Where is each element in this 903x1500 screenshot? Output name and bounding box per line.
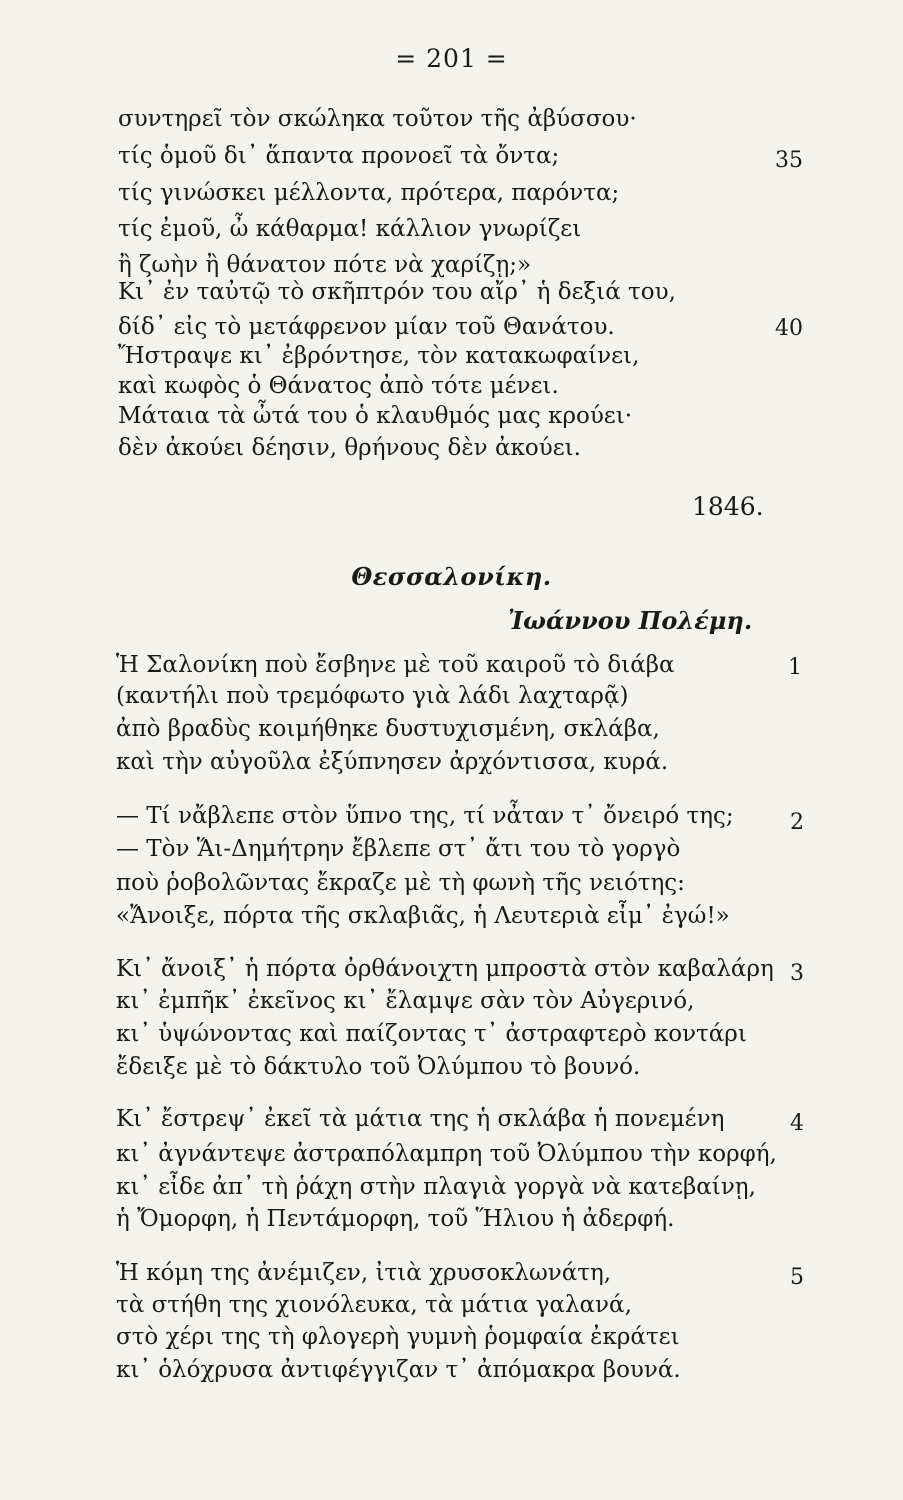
poem-line: κι᾽ ὁλόχρυσα ἀντιφέγγιζαν τ᾽ ἀπόμακρα βουνά. (116, 1357, 681, 1383)
line-number: 35 (775, 148, 803, 173)
poem-line: — Τὸν Ἅι-Δημήτρην ἔβλεπε στ᾽ ἄτι του τὸ γοργὸ (116, 836, 681, 862)
poem-line: ποὺ ῥοβολῶντας ἔκραζε μὲ τὴ φωνὴ τῆς νειότης: (116, 870, 685, 896)
poem-line: κι᾽ ἐμπῆκ᾽ ἐκεῖνος κι᾽ ἔλαμψε σὰν τὸν Αὐγερινό, (116, 988, 695, 1014)
stanza-number: 4 (790, 1111, 804, 1136)
poem-line: Ἤστραψε κι᾽ ἐβρόντησε, τὸν κατακωφαίνει, (118, 343, 640, 369)
poem-line: στὸ χέρι της τὴ φλογερὴ γυμνὴ ῥομφαία ἐκράτει (116, 1324, 680, 1350)
poem-author: Ἰωάννου Πολέμη. (508, 606, 753, 635)
line-number: 40 (775, 316, 803, 341)
poem-line: τὰ στήθη της χιονόλευκα, τὰ μάτια γαλανά, (116, 1292, 632, 1318)
poem-line: «Ἄνοιξε, πόρτα τῆς σκλαβιᾶς, ἡ Λευτεριὰ εἶμ᾽ ἐγώ!» (116, 903, 730, 929)
poem-line: καὶ τὴν αὐγοῦλα ἐξύπνησεν ἀρχόντισσα, κυρά. (116, 749, 669, 775)
poem-line: ἡ Ὄμορφη, ἡ Πεντάμορφη, τοῦ Ἥλιου ἡ ἀδερφή. (116, 1206, 675, 1232)
poem-line: κι᾽ εἶδε ἀπ᾽ τὴ ῥάχη στὴν πλαγιὰ γοργὰ νὰ κατεβαίνῃ, (116, 1174, 756, 1200)
poem-line: ἔδειξε μὲ τὸ δάκτυλο τοῦ Ὀλύμπου τὸ βουνό. (116, 1054, 641, 1080)
poem-line: κι᾽ ὑψώνοντας καὶ παίζοντας τ᾽ ἀστραφτερὸ κοντάρι (116, 1021, 747, 1047)
poem-line: (καντήλι ποὺ τρεμόφωτο γιὰ λάδι λαχταρᾷ) (116, 683, 629, 709)
poem-line: τίς ὁμοῦ δι᾽ ἅπαντα προνοεῖ τὰ ὄντα; (118, 143, 560, 169)
poem-title: Θεσσαλονίκη. (351, 562, 552, 591)
poem-line: Ἡ κόμη της ἀνέμιζεν, ἰτιὰ χρυσοκλωνάτη, (116, 1260, 612, 1286)
poem-line: Κι᾽ ἔστρεψ᾽ ἐκεῖ τὰ μάτια της ἡ σκλάβα ἡ πονεμένη (116, 1106, 725, 1132)
stanza-number: 1 (788, 655, 802, 680)
poem-line: Κι᾽ ἄνοιξ᾽ ἡ πόρτα ὀρθάνοιχτη μπροστὰ στὸν καβαλάρη (116, 956, 774, 982)
poem-line: — Τί νἄβλεπε στὸν ὕπνο της, τί νἆταν τ᾽ ὄνειρό της; (116, 803, 734, 829)
poem-line: ἀπὸ βραδὺς κοιμήθηκε δυστυχισμένη, σκλάβα, (116, 716, 660, 742)
poem-line: τίς γινώσκει μέλλοντα, πρότερα, παρόντα; (118, 180, 620, 206)
page-number: = 201 = (395, 44, 508, 73)
poem-date: 1846. (692, 492, 764, 521)
stanza-number: 5 (790, 1265, 804, 1290)
poem-line: ἢ ζωὴν ἢ θάνατον πότε νὰ χαρίζῃ;» (118, 252, 532, 278)
poem-line: καὶ κωφὸς ὁ Θάνατος ἀπὸ τότε μένει. (118, 373, 559, 399)
poem-line: Μάταια τὰ ὦτά του ὁ κλαυθμός μας κρούει· (118, 403, 633, 429)
stanza-number: 2 (790, 810, 804, 835)
poem-line: κι᾽ ἀγνάντεψε ἀστραπόλαμπρη τοῦ Ὀλύμπου τὴν κορφή, (116, 1141, 777, 1167)
poem-line: δίδ᾽ εἰς τὸ μετάφρενον μίαν τοῦ Θανάτου. (118, 314, 615, 340)
poem-line: τίς ἐμοῦ, ὦ κάθαρμα! κάλλιον γνωρίζει (118, 216, 582, 242)
poem-line: συντηρεῖ τὸν σκώληκα τοῦτον τῆς ἀβύσσου· (118, 106, 637, 132)
poem-line: Ἡ Σαλονίκη ποὺ ἔσβηνε μὲ τοῦ καιροῦ τὸ διάβα (116, 652, 675, 678)
poem-line: δὲν ἀκούει δέησιν, θρήνους δὲν ἀκούει. (118, 435, 581, 461)
poem-line: Κι᾽ ἐν ταὐτῷ τὸ σκῆπτρόν του αἴρ᾽ ἡ δεξιά του, (118, 279, 676, 305)
stanza-number: 3 (790, 961, 804, 986)
